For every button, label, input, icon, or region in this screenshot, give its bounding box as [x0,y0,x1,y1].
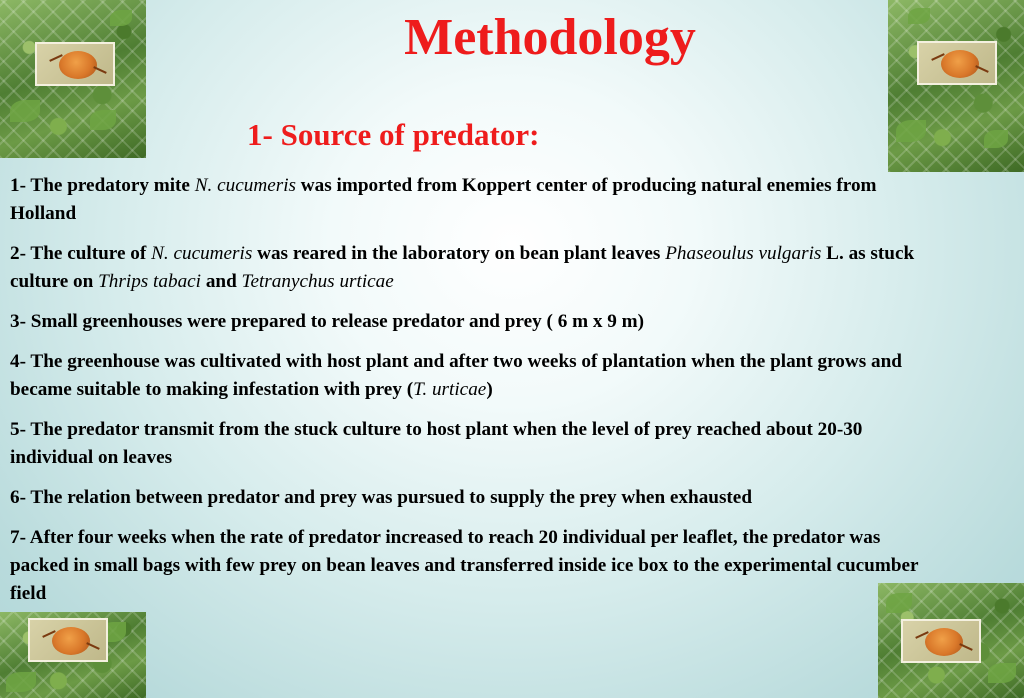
list-item: 5- The predator transmit from the stuck culture to host plant when the level of prey reached about 20-30 individual on leaves [10,419,863,468]
list-item: 2- The culture of N. cucumeris was reared in the laboratory on bean plant leaves Phaseoulus vulgaris L. as stuck culture on Thrips tabaci and Tetranychus urticae [10,243,915,292]
section-heading: 1- Source of predator: [247,117,540,152]
corner-photo-bottom-left [0,612,146,698]
mite-inset-image [28,618,108,662]
mite-inset-image [901,619,981,663]
list-item: 4- The greenhouse was cultivated with host plant and after two weeks of plantation when the plant grows and became suitable to making infestation with prey (T. urticae) [10,351,902,400]
methodology-list [10,172,940,620]
list-item: 1- The predatory mite N. cucumeris was imported from Koppert center of producing natural enemies from Holland [10,175,877,224]
list-item: 6- The relation between predator and prey was pursued to supply the prey when exhausted [10,487,752,508]
slide-title: Methodology [404,9,696,66]
mite-image [52,627,90,655]
mite-image [925,628,963,656]
list-item: 3- Small greenhouses were prepared to release predator and prey ( 6 m x 9 m) [10,311,645,332]
list-item: 7- After four weeks when the rate of predator increased to reach 20 individual per leaflet, the predator was packed in small bags with few prey on bean leaves and transferred inside ice box to the experimental cucumber field [10,527,919,604]
